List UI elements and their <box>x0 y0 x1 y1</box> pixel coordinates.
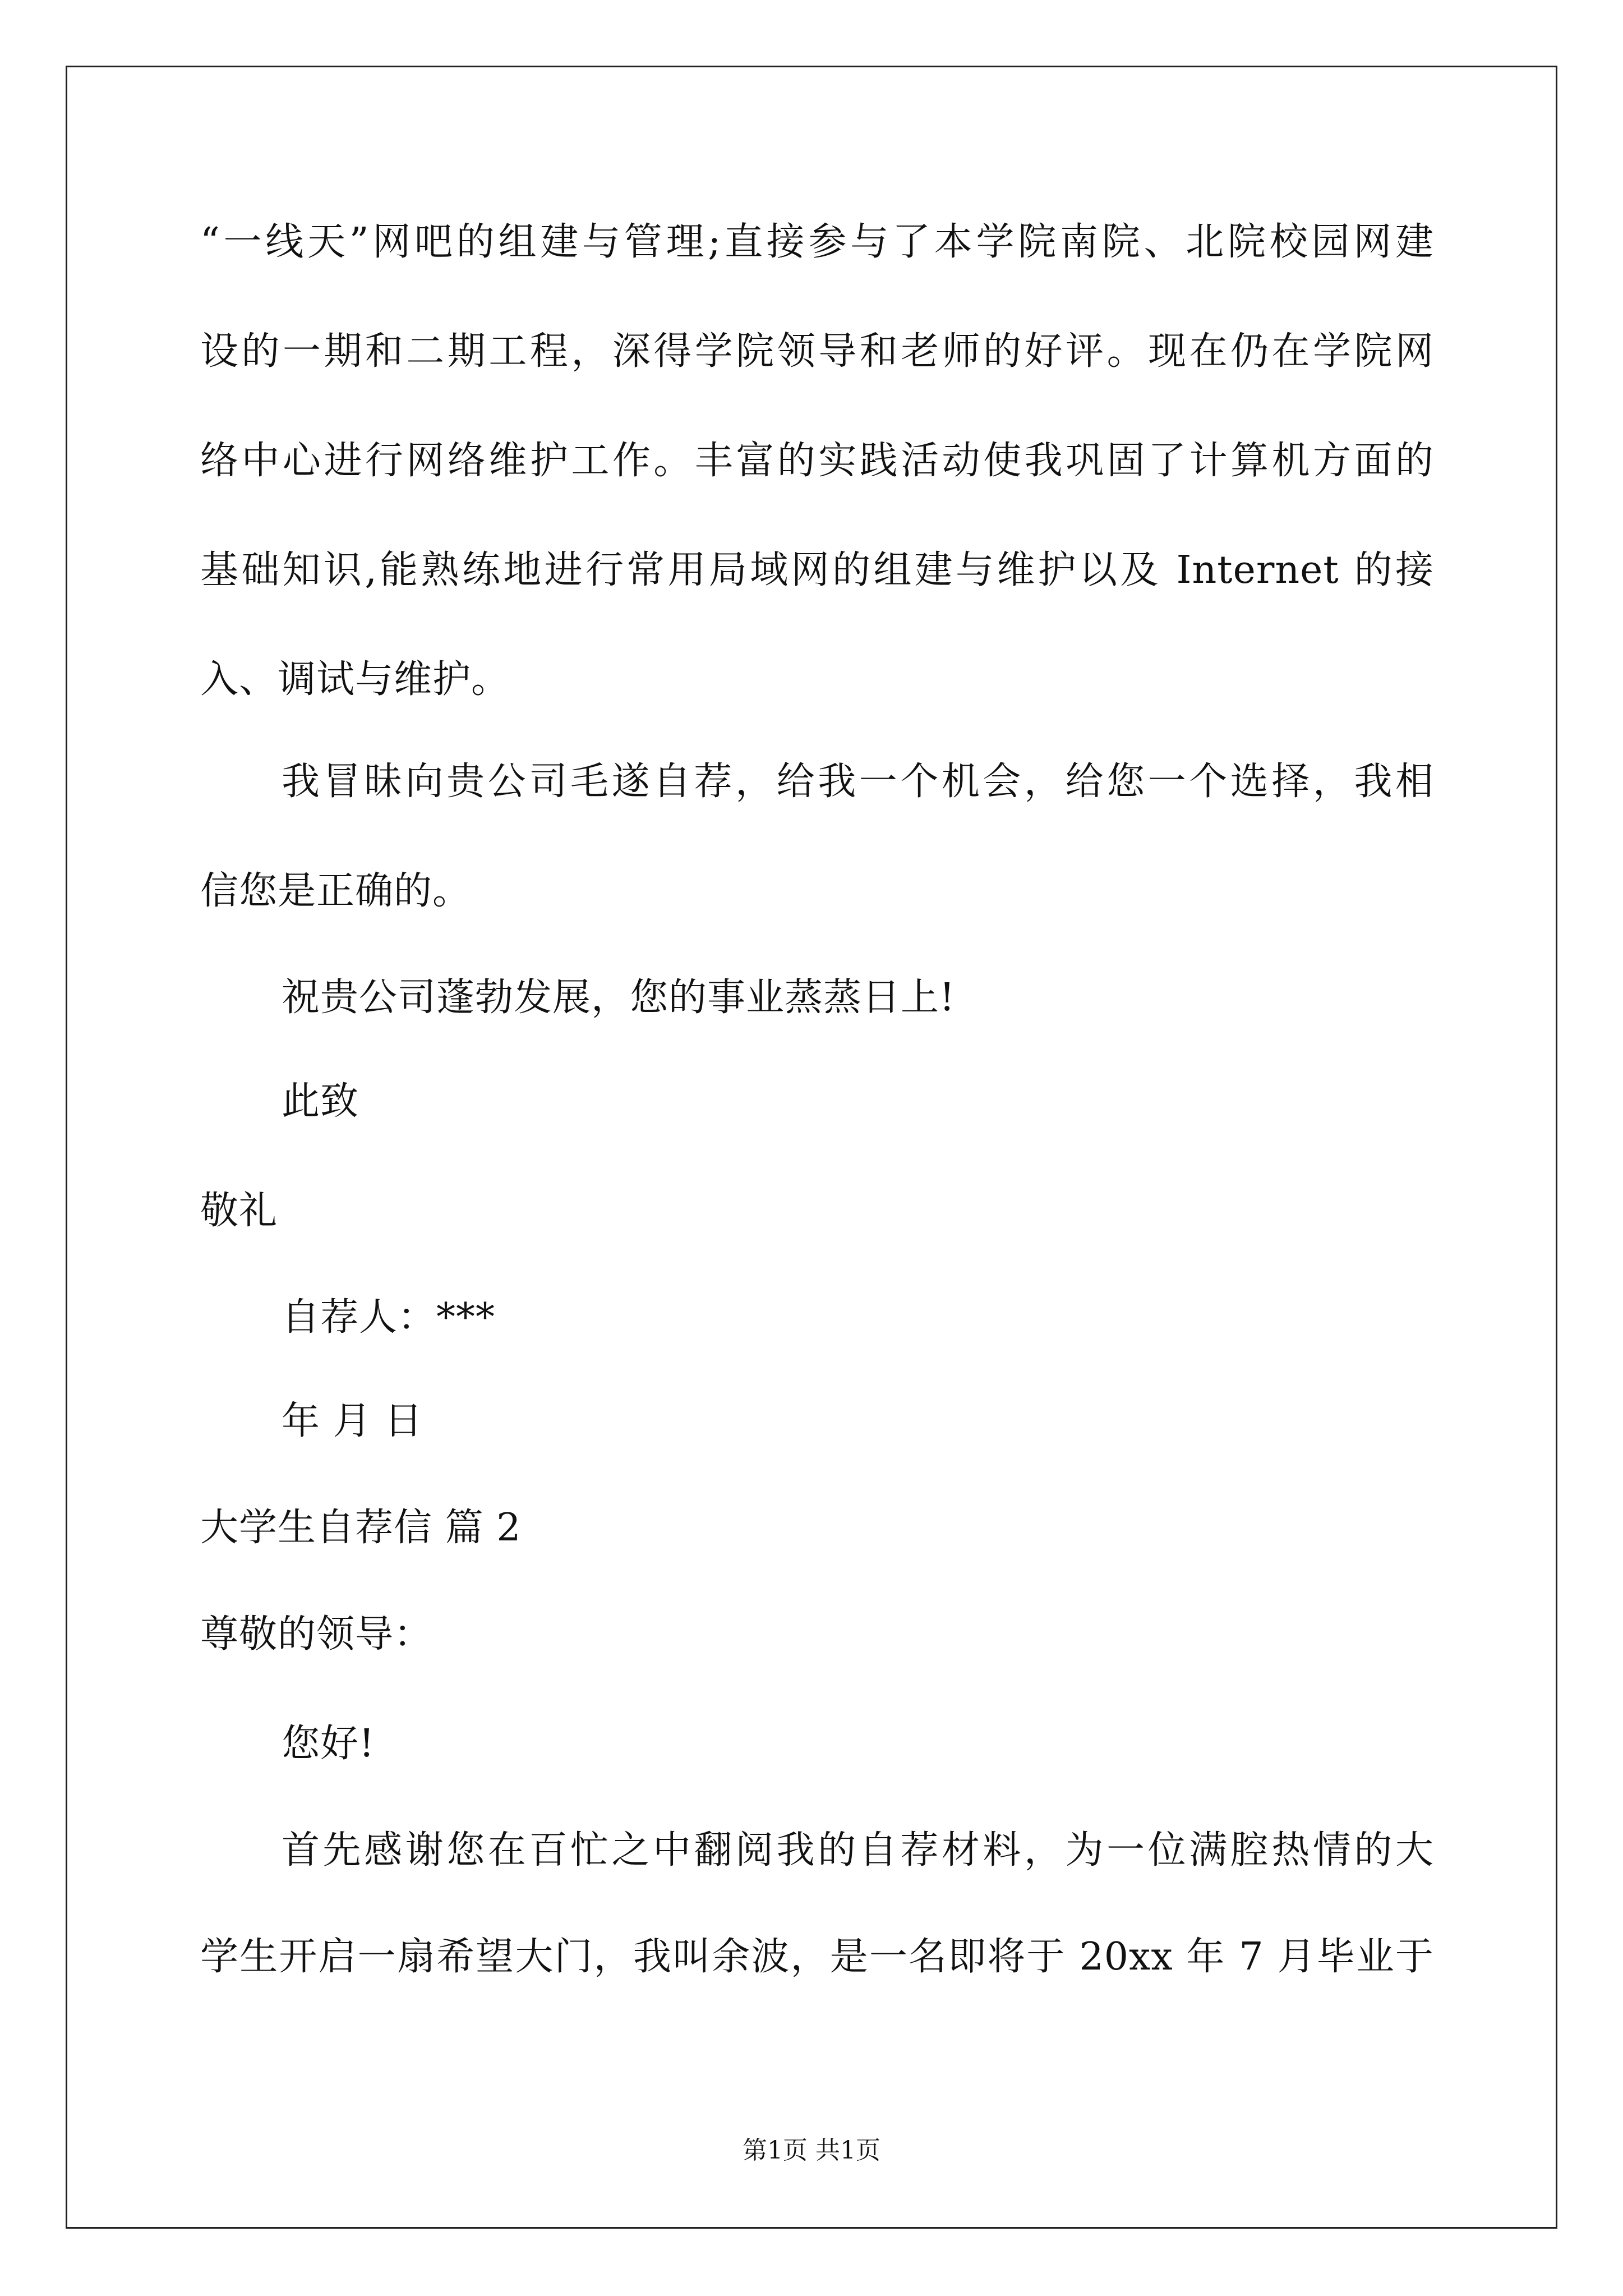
paragraph-line: 基础知识,能熟练地进行常用局域网的组建与维护以及 Internet 的接 <box>200 548 1434 592</box>
paragraph-line: 我冒昧向贵公司毛遂自荐，给我一个机会，给您一个选择，我相 <box>282 760 1434 804</box>
paragraph-line: 祝贵公司蓬勃发展，您的事业蒸蒸日上! <box>282 976 956 1020</box>
section-heading: 大学生自荐信 篇 2 <box>200 1506 522 1550</box>
paragraph-line: 学生开启一扇希望大门，我叫余波，是一名即将于 20xx 年 7 月毕业于 <box>200 1935 1434 1979</box>
date-line: 年 月 日 <box>282 1399 423 1443</box>
paragraph-line: 络中心进行网络维护工作。丰富的实践活动使我巩固了计算机方面的 <box>200 439 1434 483</box>
page-footer: 第1页 共1页 <box>743 2136 880 2165</box>
paragraph-line: “一线天”网吧的组建与管理;直接参与了本学院南院、北院校园网建 <box>200 220 1434 264</box>
paragraph-line: 入、调试与维护。 <box>200 657 510 702</box>
page-border <box>66 66 1557 2229</box>
signature-line: 自荐人：*** <box>282 1295 496 1340</box>
paragraph-line: 信您是正确的。 <box>200 869 472 913</box>
closing-salutation: 此致 <box>282 1079 359 1124</box>
paragraph-line: 设的一期和二期工程，深得学院领导和老师的好评。现在仍在学院网 <box>200 329 1434 374</box>
greeting-line: 尊敬的领导： <box>200 1612 433 1657</box>
paragraph-line: 首先感谢您在百忙之中翻阅我的自荐材料，为一位满腔热情的大 <box>282 1828 1434 1872</box>
greeting-line: 您好! <box>282 1722 375 1766</box>
closing-respect: 敬礼 <box>200 1189 278 1233</box>
